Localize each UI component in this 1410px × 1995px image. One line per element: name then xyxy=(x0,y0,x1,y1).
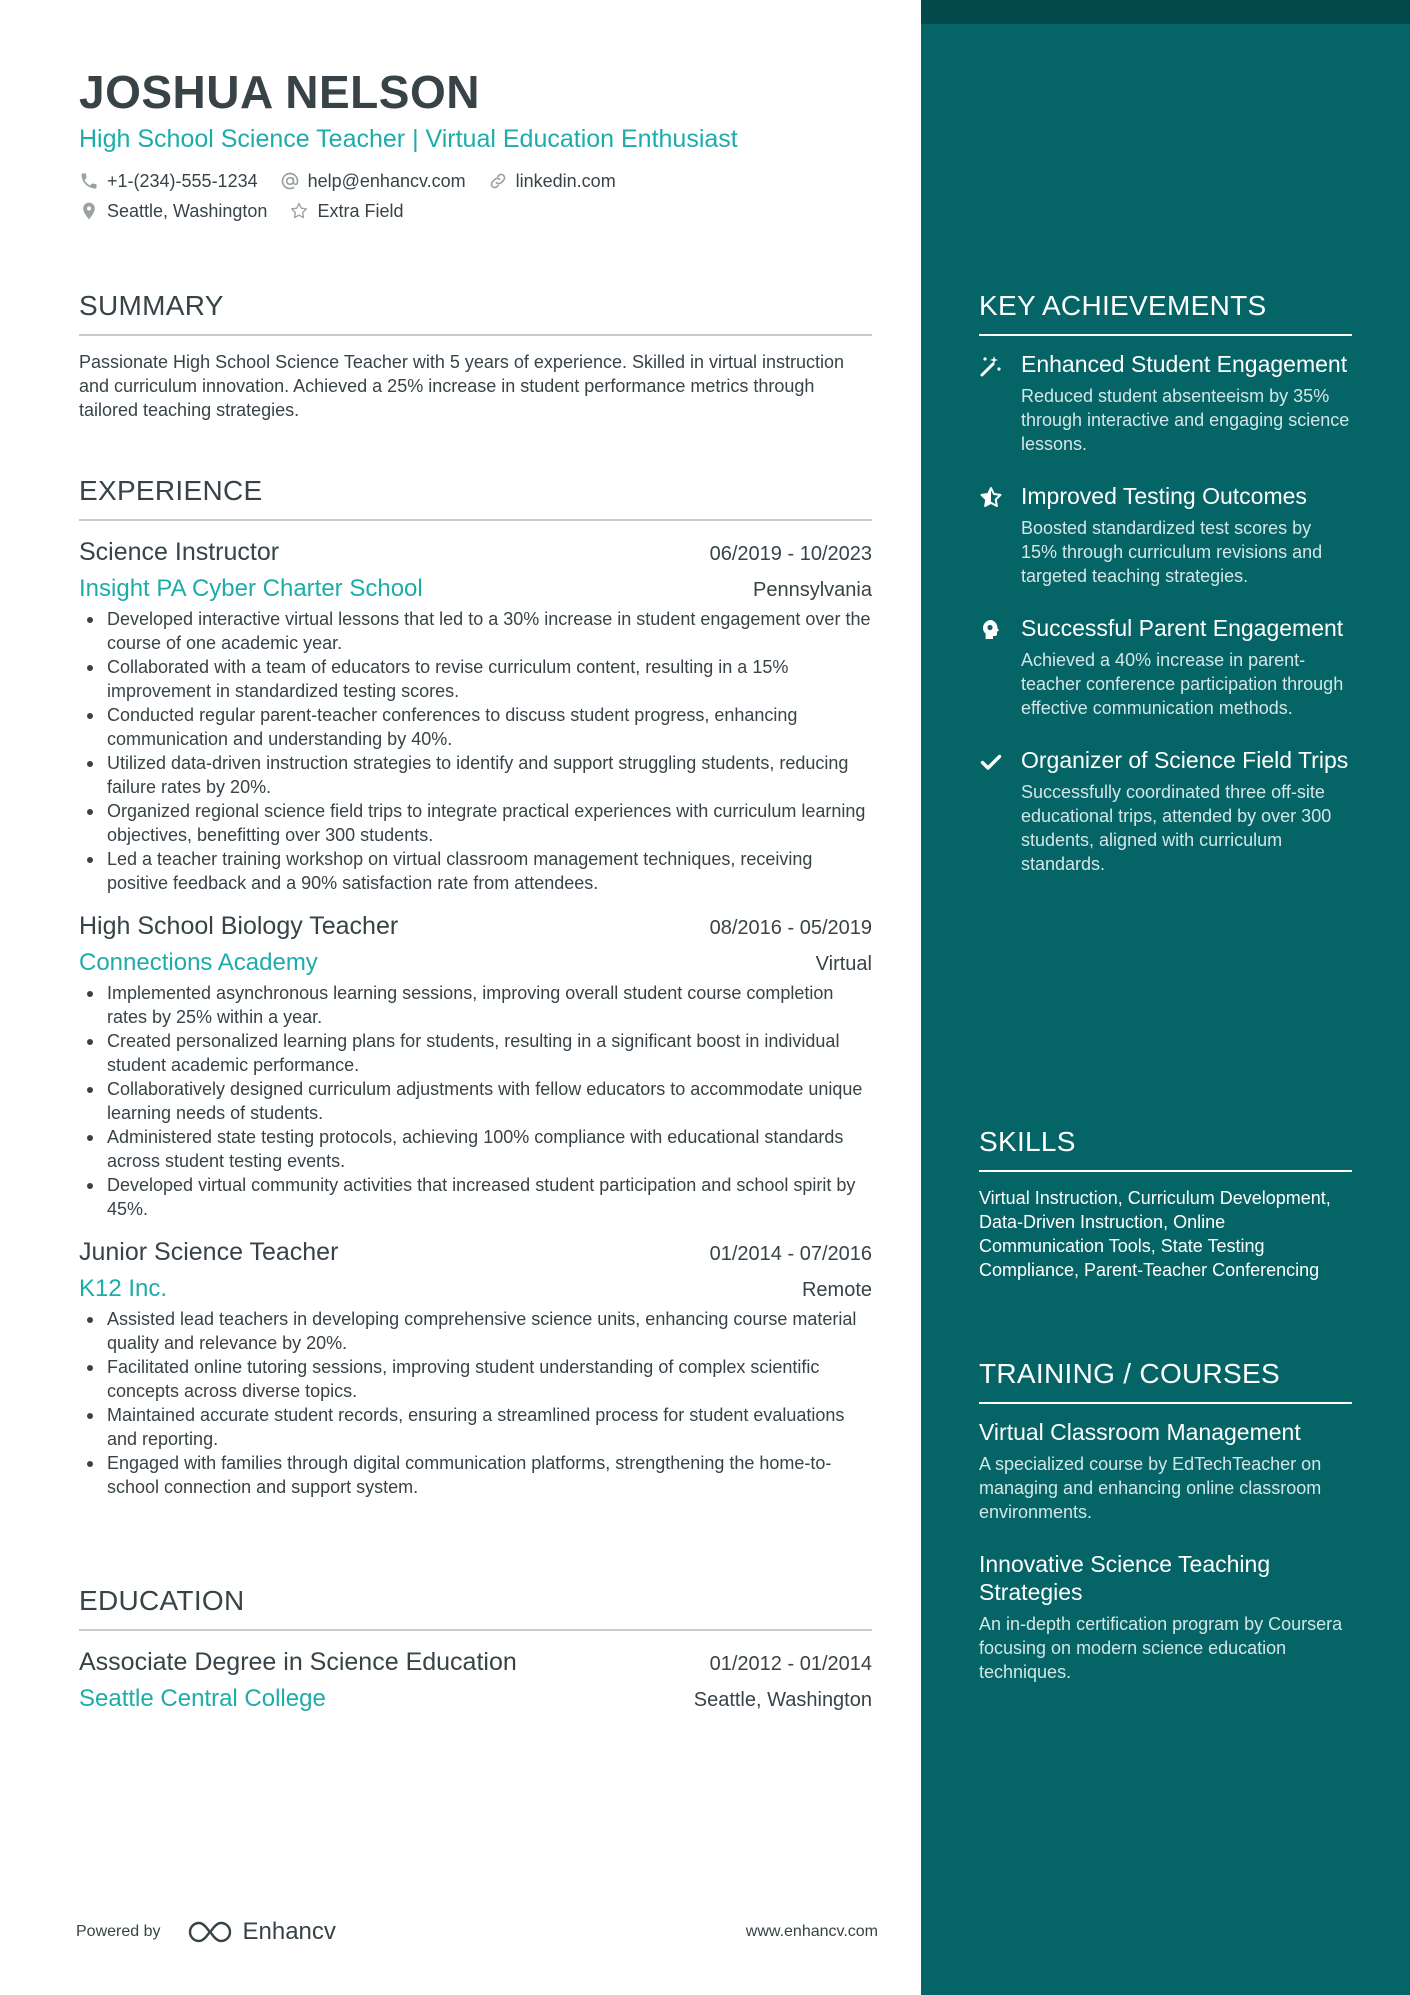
course-desc: An in-depth certification program by Coursera focusing on modern science education techniques. xyxy=(979,1614,1343,1682)
course-desc: A specialized course by EdTechTeacher on managing and enhancing online classroom environments. xyxy=(979,1454,1322,1522)
job-dates: 06/2019 - 10/2023 xyxy=(709,543,872,565)
job-bullets xyxy=(79,981,872,1221)
bullet-item: Utilized data-driven instruction strategies to identify and support struggling students, reducing failure rates by 20%. xyxy=(79,751,872,799)
course-title: Virtual Classroom Management xyxy=(979,1419,1301,1445)
phone-icon xyxy=(79,171,99,191)
footer xyxy=(76,1912,878,1952)
experience-title: EXPERIENCE xyxy=(79,475,872,521)
skills-section xyxy=(979,1126,1352,1282)
sidebar-top-bar xyxy=(921,0,1410,24)
contact-location-text: Seattle, Washington xyxy=(107,201,268,221)
sidebar-column xyxy=(921,0,1410,1995)
bullet-item: Assisted lead teachers in developing comprehensive science units, enhancing course material quality and relevance by 20%. xyxy=(79,1307,872,1355)
job-location: Virtual xyxy=(815,953,872,975)
experience-section xyxy=(79,475,872,1499)
job-company: Connections Academy xyxy=(79,949,318,976)
contact-info xyxy=(79,166,872,226)
achievement-title: Organizer of Science Field Trips xyxy=(1021,747,1349,773)
star-half-icon xyxy=(979,486,1003,510)
location-pin-icon xyxy=(79,201,99,221)
bullet-item: Administered state testing protocols, achieving 100% compliance with educational standards across student testing events. xyxy=(79,1125,872,1173)
course-title: Innovative Science Teaching Strategies xyxy=(979,1551,1271,1605)
contact-phone[interactable] xyxy=(79,166,258,196)
education-entry xyxy=(79,1645,872,1715)
checkmark-icon xyxy=(979,750,1003,774)
job-company: K12 Inc. xyxy=(79,1275,168,1302)
bullet-item: Collaborated with a team of educators to revise curriculum content, resulting in a 15% improvement in standardized testing scores. xyxy=(79,655,872,703)
education-dates: 01/2012 - 01/2014 xyxy=(709,1653,872,1675)
job-bullets xyxy=(79,1307,872,1499)
job-entry xyxy=(79,909,872,1221)
education-location: Seattle, Washington xyxy=(693,1689,872,1711)
footer-site-link[interactable]: www.enhancv.com xyxy=(745,1923,878,1940)
bullet-item: Developed virtual community activities that increased student participation and school spirit by 45%. xyxy=(79,1173,872,1221)
job-entry xyxy=(79,535,872,895)
head-brain-icon xyxy=(979,618,1003,642)
achievement-item xyxy=(979,350,1352,456)
contact-linkedin-text: linkedin.com xyxy=(515,171,616,191)
contact-email[interactable] xyxy=(280,166,466,196)
achievement-title: Enhanced Student Engagement xyxy=(1021,351,1348,377)
course-item xyxy=(979,1550,1352,1684)
job-entry xyxy=(79,1235,872,1499)
bullet-item: Maintained accurate student records, ensuring a streamlined process for student evaluations and reporting. xyxy=(79,1403,872,1451)
candidate-headline: High School Science Teacher | Virtual Education Enthusiast xyxy=(79,125,738,153)
job-location: Pennsylvania xyxy=(753,579,872,601)
achievement-title: Improved Testing Outcomes xyxy=(1021,483,1307,509)
job-dates: 01/2014 - 07/2016 xyxy=(709,1243,872,1265)
powered-by xyxy=(76,1918,336,1946)
achievement-item xyxy=(979,614,1352,720)
job-title: High School Biology Teacher xyxy=(79,912,399,940)
bullet-item: Created personalized learning plans for students, resulting in a significant boost in individual student academic performance. xyxy=(79,1029,872,1077)
bullet-item: Implemented asynchronous learning sessions, improving overall student course completion rates by 25% within a year. xyxy=(79,981,872,1029)
education-title: EDUCATION xyxy=(79,1585,872,1631)
training-title: TRAINING / COURSES xyxy=(979,1358,1352,1404)
achievement-desc: Achieved a 40% increase in parent-teacher conference participation through effective communication methods. xyxy=(1021,650,1344,718)
contact-extra-text: Extra Field xyxy=(317,201,404,221)
education-degree: Associate Degree in Science Education xyxy=(79,1648,517,1676)
achievement-desc: Reduced student absenteeism by 35% through interactive and engaging science lessons. xyxy=(1021,386,1350,454)
education-section xyxy=(79,1585,872,1715)
achievements-section xyxy=(979,290,1352,876)
achievement-desc: Boosted standardized test scores by 15% through curriculum revisions and targeted teaching strategies. xyxy=(1021,518,1323,586)
at-icon xyxy=(280,171,300,191)
job-location: Remote xyxy=(801,1279,872,1301)
achievement-title: Successful Parent Engagement xyxy=(1021,615,1344,641)
bullet-item: Engaged with families through digital communication platforms, strengthening the home-to-school connection and support system. xyxy=(79,1451,872,1499)
skills-text: Virtual Instruction, Curriculum Development, Data-Driven Instruction, Online Communication Tools, State Testing Compliance, Parent-Teacher Conferencing xyxy=(979,1188,1331,1280)
candidate-name: JOSHUA NELSON xyxy=(79,66,480,118)
brand-logo[interactable] xyxy=(187,1918,336,1946)
achievement-desc: Successfully coordinated three off-site educational trips, attended by over 300 students, aligned with curriculum standards. xyxy=(1021,782,1332,874)
achievement-item xyxy=(979,482,1352,588)
bullet-item: Conducted regular parent-teacher conferences to discuss student progress, enhancing communication and understanding by 40%. xyxy=(79,703,872,751)
summary-section xyxy=(79,290,872,422)
achievement-item xyxy=(979,746,1352,876)
magic-wand-icon xyxy=(979,354,1003,378)
bullet-item: Organized regional science field trips to integrate practical experiences with curriculum learning objectives, benefitting over 300 students. xyxy=(79,799,872,847)
summary-title: SUMMARY xyxy=(79,290,872,336)
contact-linkedin[interactable] xyxy=(488,166,616,196)
contact-row-1 xyxy=(79,166,872,196)
contact-email-text: help@enhancv.com xyxy=(307,171,466,191)
bullet-item: Led a teacher training workshop on virtual classroom management techniques, receiving positive feedback and a 90% satisfaction rate from attendees. xyxy=(79,847,872,895)
skills-title: SKILLS xyxy=(979,1126,1352,1172)
summary-text: Passionate High School Science Teacher with 5 years of experience. Skilled in virtual instruction and curriculum innovation. Achieved a 25% increase in student performance metrics through tailored teaching strategies. xyxy=(79,352,845,420)
contact-extra xyxy=(289,196,403,226)
job-title: Junior Science Teacher xyxy=(79,1238,339,1266)
job-dates: 08/2016 - 05/2019 xyxy=(709,917,872,939)
brand-name: Enhancv xyxy=(242,1918,336,1945)
contact-location xyxy=(79,196,267,226)
contact-row-2 xyxy=(79,196,872,226)
education-school: Seattle Central College xyxy=(79,1685,326,1712)
bullet-item: Facilitated online tutoring sessions, improving student understanding of complex scientific concepts across diverse topics. xyxy=(79,1355,872,1403)
training-section xyxy=(979,1358,1352,1684)
enhancv-logo-icon xyxy=(187,1919,233,1945)
achievements-title: KEY ACHIEVEMENTS xyxy=(979,290,1352,336)
star-icon xyxy=(289,201,309,221)
bullet-item: Developed interactive virtual lessons that led to a 30% increase in student engagement over the course of one academic year. xyxy=(79,607,872,655)
course-item xyxy=(979,1418,1352,1524)
link-icon xyxy=(488,171,508,191)
job-title: Science Instructor xyxy=(79,538,280,566)
contact-phone-text: +1-(234)-555-1234 xyxy=(107,171,258,191)
job-bullets xyxy=(79,607,872,895)
job-company: Insight PA Cyber Charter School xyxy=(79,575,423,602)
bullet-item: Collaboratively designed curriculum adjustments with fellow educators to accommodate unique learning needs of students. xyxy=(79,1077,872,1125)
powered-by-label: Powered by xyxy=(76,1923,161,1940)
